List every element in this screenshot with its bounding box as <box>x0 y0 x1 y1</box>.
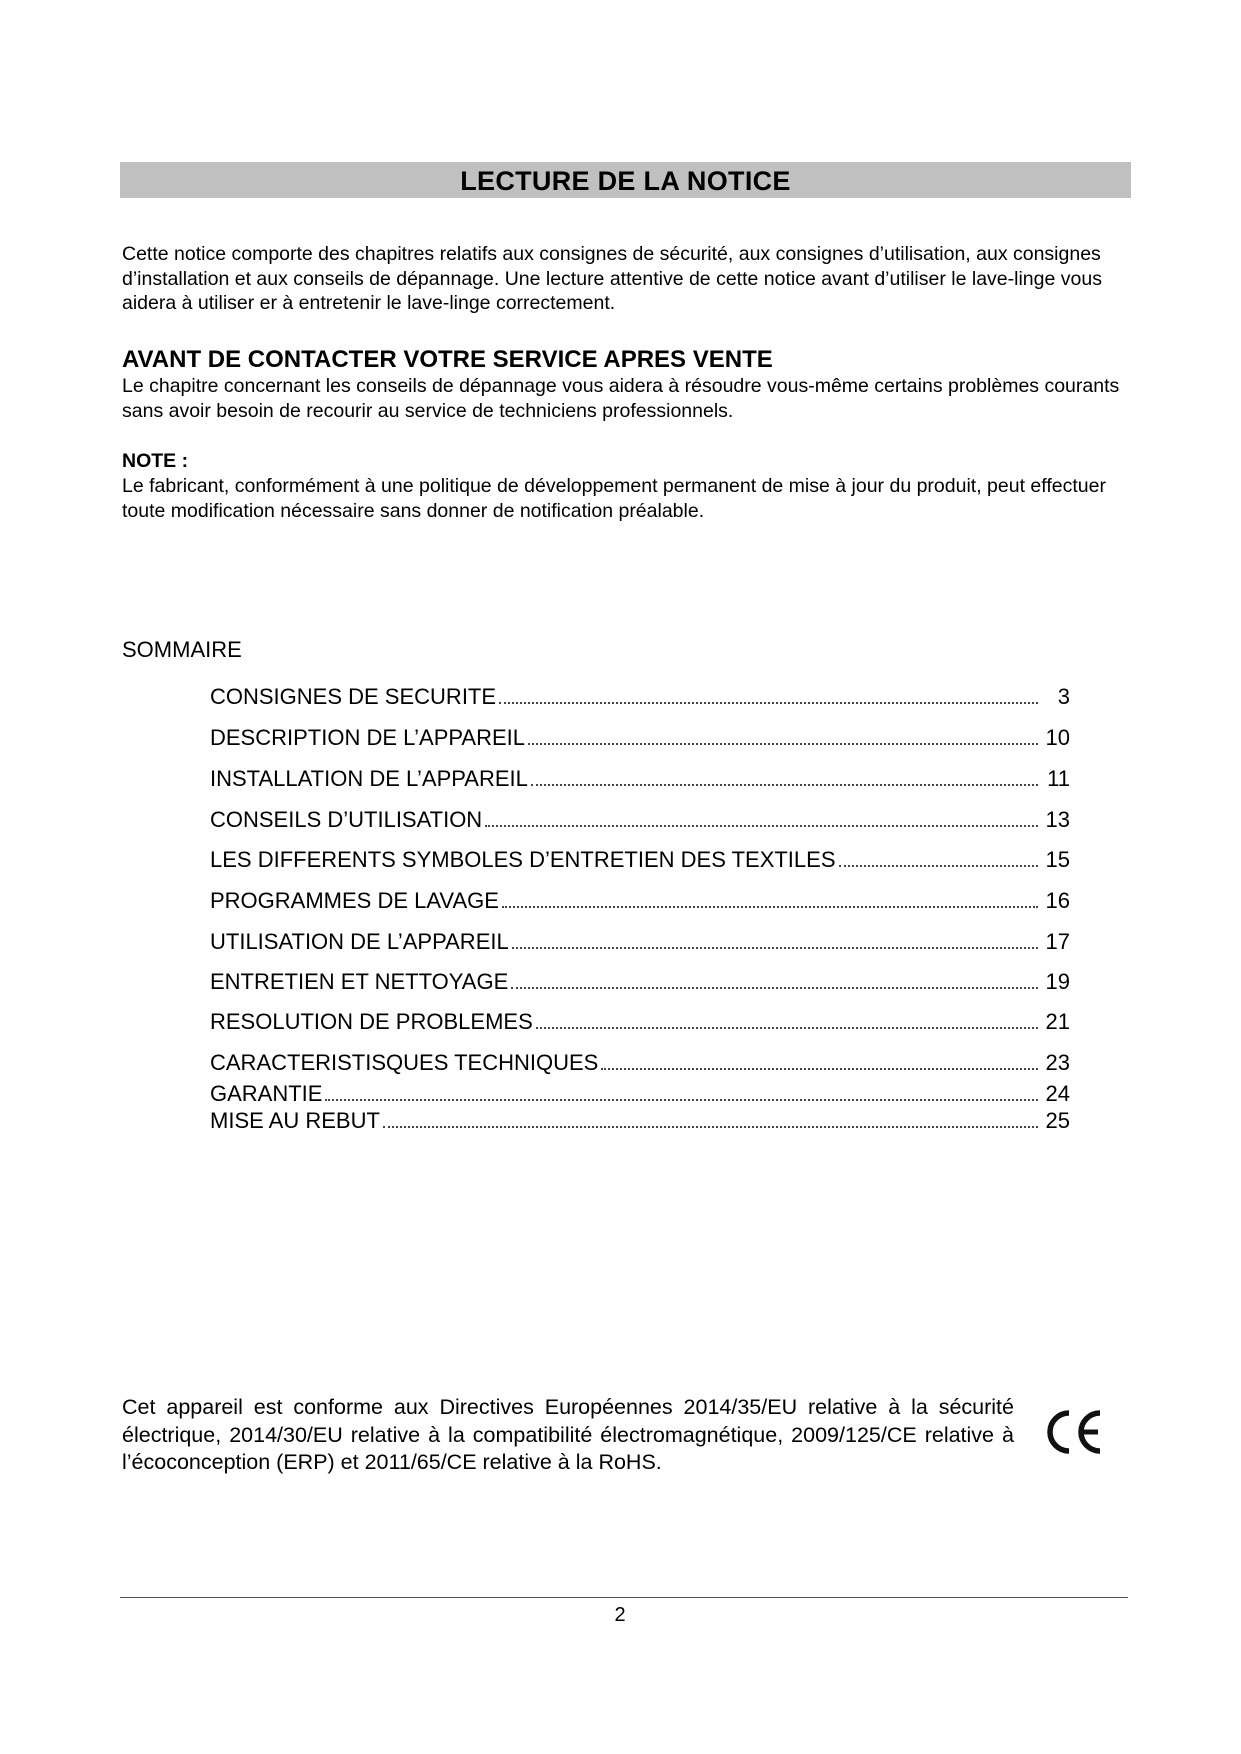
toc-entry-page: 13 <box>1045 807 1070 832</box>
page-number: 2 <box>614 1604 626 1626</box>
toc-entry[interactable] <box>210 969 1070 995</box>
toc-entry-label: ENTRETIEN ET NETTOYAGE <box>210 969 509 994</box>
toc-entry-label: CARACTERISTISQUES TECHNIQUES <box>210 1050 599 1075</box>
toc-leader-dots <box>528 743 1038 745</box>
toc-leader-dots <box>531 784 1038 786</box>
toc-entry[interactable] <box>210 684 1070 710</box>
toc-entry-label: LES DIFFERENTS SYMBOLES D’ENTRETIEN DES TEXTILES <box>210 847 836 872</box>
toc-entry-label: MISE AU REBUT <box>210 1108 380 1133</box>
intro-paragraph: Cette notice comporte des chapitres relatifs aux consignes de sécurité, aux consignes d’utilisation, aux consignes d’installation et aux conseils de dépannage. Une lecture attentive de cette notice avant d’utiliser le lave-linge vous aidera à utiliser er à entretenir le lave-linge correctement. <box>122 243 1102 314</box>
toc-leader-dots <box>511 987 1038 989</box>
toc-entry[interactable] <box>210 766 1070 792</box>
toc-leader-dots <box>512 947 1038 949</box>
footer-divider <box>120 1597 1128 1598</box>
toc-leader-dots <box>502 906 1038 908</box>
toc-entry-label: CONSEILS D’UTILISATION <box>210 807 483 832</box>
toc-entry-page: 25 <box>1045 1108 1070 1133</box>
toc-entry-page: 19 <box>1045 969 1070 994</box>
toc-entry-page: 10 <box>1045 725 1070 750</box>
toc-entry[interactable] <box>210 1108 1070 1134</box>
toc-entry-page: 11 <box>1047 766 1070 791</box>
toc-entry-page: 17 <box>1045 929 1070 954</box>
toc-entry[interactable] <box>210 725 1070 751</box>
toc-leader-dots <box>536 1027 1038 1029</box>
compliance-statement: Cet appareil est conforme aux Directives Européennes 2014/35/EU relative à la sécurité électrique, 2014/30/EU relative à la compatibilité électromagnétique, 2009/125/CE relative à l’écoconception (ERP) et 2011/65/CE relative à la RoHS. <box>122 1395 1014 1474</box>
toc-leader-dots <box>325 1099 1038 1101</box>
toc-leader-dots <box>485 825 1038 827</box>
toc-entry-label: RESOLUTION DE PROBLEMES <box>210 1009 533 1034</box>
toc-leader-dots <box>499 702 1038 704</box>
note-label: NOTE : <box>122 450 189 472</box>
toc-entry-page: 24 <box>1045 1081 1070 1106</box>
toc-entry[interactable] <box>210 929 1070 955</box>
toc-entry-label: GARANTIE <box>210 1081 323 1106</box>
toc-entry-label: INSTALLATION DE L’APPAREIL <box>210 766 528 791</box>
toc-entry-page: 3 <box>1057 684 1070 709</box>
toc-entry-page: 15 <box>1045 847 1070 872</box>
service-paragraph: Le chapitre concernant les conseils de dépannage vous aidera à résoudre vous-même certains problèmes courants sans avoir besoin de recourir au service de techniciens professionnels. <box>122 375 1120 422</box>
note-paragraph: Le fabricant, conformément à une politique de développement permanent de mise à jour du produit, peut effectuer toute modification nécessaire sans donner de notification préalable. <box>122 475 1106 522</box>
toc-entry[interactable] <box>210 1050 1070 1076</box>
toc-leader-dots <box>383 1126 1038 1128</box>
service-heading: AVANT DE CONTACTER VOTRE SERVICE APRES VENTE <box>122 346 773 373</box>
toc-entry-page: 23 <box>1045 1050 1070 1075</box>
toc-entry[interactable] <box>210 847 1070 873</box>
toc-leader-dots <box>839 865 1038 867</box>
toc-entry-label: DESCRIPTION DE L’APPAREIL <box>210 725 526 750</box>
toc-leader-dots <box>601 1068 1038 1070</box>
toc-entry-page: 16 <box>1045 888 1070 913</box>
toc-entry[interactable] <box>210 1009 1070 1035</box>
toc-entry-label: UTILISATION DE L’APPAREIL <box>210 929 509 954</box>
ce-mark-icon <box>1040 1405 1108 1459</box>
toc-entry-page: 21 <box>1045 1009 1070 1034</box>
toc-entry-label: PROGRAMMES DE LAVAGE <box>210 888 499 913</box>
toc-entry[interactable] <box>210 888 1070 914</box>
toc-entry-label: CONSIGNES DE SECURITE <box>210 684 497 709</box>
toc-entry[interactable] <box>210 1081 1070 1107</box>
toc-entry[interactable] <box>210 807 1070 833</box>
sommaire-title: SOMMAIRE <box>122 637 242 662</box>
page-title: LECTURE DE LA NOTICE <box>120 162 1131 198</box>
